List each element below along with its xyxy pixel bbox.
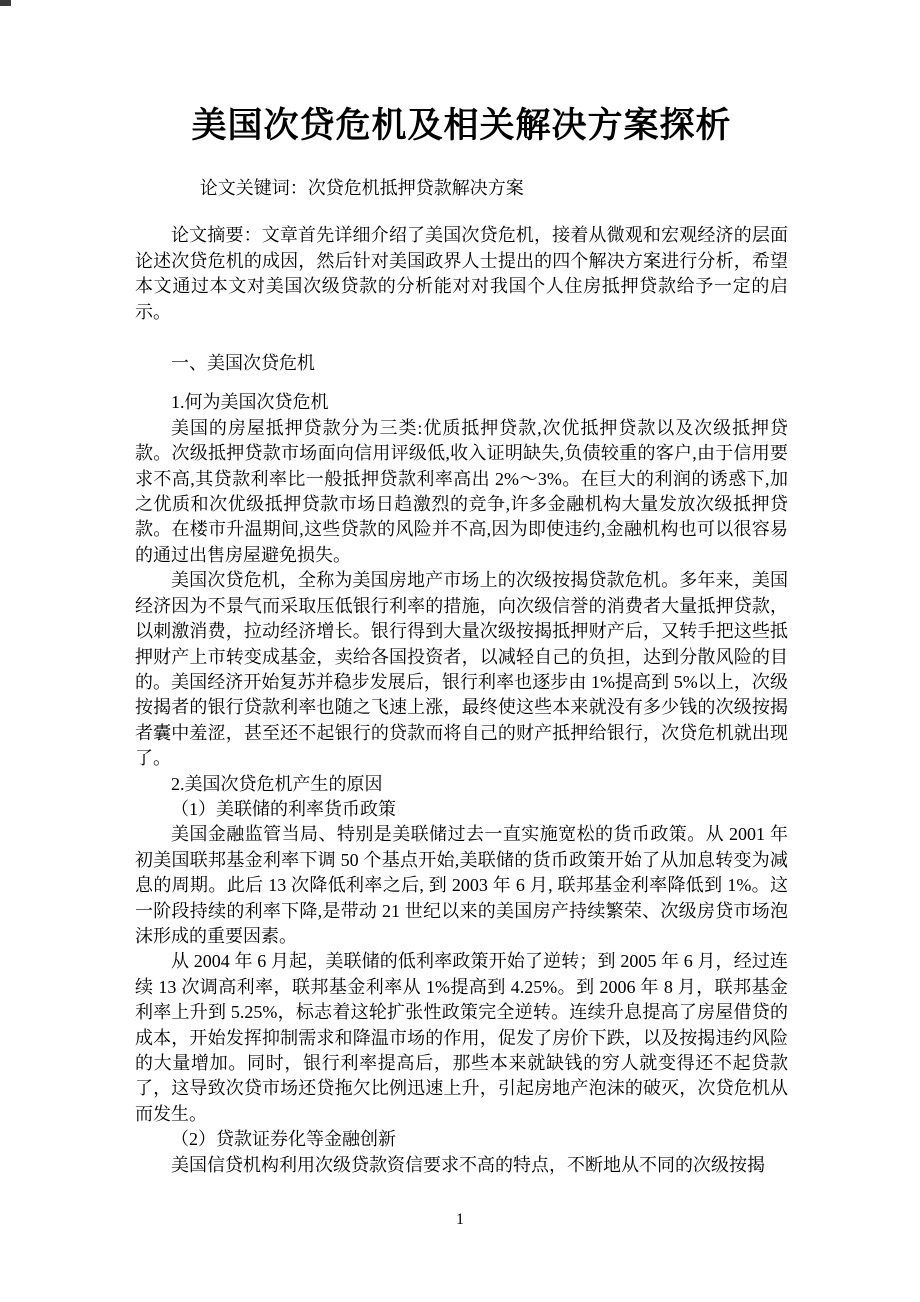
body-paragraph-2: 美国次贷危机，全称为美国房地产市场上的次级按揭贷款危机。多年来，美国经济因为不景气而采取压低银行利率的措施，向次级信誉的消费者大量抵押贷款，以刺激消费，拉动经济增长。银行得到大量次级按揭抵押财产后，又转手把这些抵押财产上市转变成基金，卖给各国投资者，以减轻自己的负担，达到分散风险的目的。美国经济开始复苏并稳步发展后，银行利率也逐步由 1%提高到 5%以上，次级按揭者的银行贷款利率也随之飞速上涨，最终使这些本来就没有多少钱的次级按揭者囊中羞涩，甚至还不起银行的贷款而将自己的财产抵押给银行，次贷危机就出现了。 <box>135 570 788 769</box>
point-heading-2: （2）贷款证券化等金融创新 <box>171 1129 396 1150</box>
body-paragraph-3: 美国金融监管当局、特别是美联储过去一直实施宽松的货币政策。从 2001 年初美国联邦基金利率下调 50 个基点开始,美联储的货币政策开始了从加息转变为减息的周期。此后 13 次降低利率之后, 到 2003 年 6 月, 联邦基金利率降低到 1%。这一阶段持续的利率下降,是带动 21 世纪以来的美国房产持续繁荣、次级房贷市场泡沫形成的重要因素。 <box>135 824 788 946</box>
document-body <box>135 223 788 1178</box>
document-title: 美国次贷危机及相关解决方案探析 <box>191 106 732 145</box>
section-heading-1: 一、美国次贷危机 <box>171 353 315 374</box>
body-paragraph-5: 美国信贷机构利用次级贷款资信要求不高的特点，不断地从不同的次级按揭 <box>171 1154 765 1175</box>
abstract-paragraph: 论文摘要：文章首先详细介绍了美国次贷危机，接着从微观和宏观经济的层面论述次贷危机的成因，然后针对美国政界人士提出的四个解决方案进行分析，希望本文通过本文对美国次级贷款的分析能对对我国个人住房抵押贷款给予一定的启示。 <box>135 225 788 322</box>
corner-scan-artifact <box>0 0 11 6</box>
page-number: 1 <box>456 1211 464 1228</box>
point-heading-1: （1）美联储的利率货币政策 <box>171 798 396 819</box>
body-paragraph-4: 从 2004 年 6 月起，美联储的低利率政策开始了逆转；到 2005 年 6 月，经过连续 13 次调高利率，联邦基金利率从 1%提高到 4.25%。到 2006 年 8 月，联邦基金利率上升到 5.25%，标志着这轮扩张性政策完全逆转。连续升息提高了房屋借贷的成本，开始发挥抑制需求和降温市场的作用，促发了房价下跌，以及按揭违约风险的大量增加。同时，银行利率提高后，那些本来就缺钱的穷人就变得还不起贷款了，这导致次贷市场还贷拖欠比例迅速上升，引起房地产泡沫的破灭，次贷危机从而发生。 <box>135 951 788 1124</box>
subsection-heading-1-1: 1.何为美国次贷危机 <box>171 392 329 413</box>
body-paragraph-1: 美国的房屋抵押贷款分为三类:优质抵押贷款,次优抵押贷款以及次级抵押贷款。次级抵押贷款市场面向信用评级低,收入证明缺失,负债较重的客户,由于信用要求不高,其贷款利率比一般抵押贷款利率高出 2%～3%。在巨大的利润的诱惑下,加之优质和次优级抵押贷款市场日趋激烈的竞争,许多金融机构大量发放次级抵押贷款。在楼市升温期间,这些贷款的风险并不高,因为即使违约,金融机构也可以很容易的通过出售房屋避免损失。 <box>135 417 788 565</box>
keywords-line: 论文关键词：次贷危机抵押贷款解决方案 <box>199 178 524 198</box>
subsection-heading-1-2: 2.美国次贷危机产生的原因 <box>171 773 383 794</box>
